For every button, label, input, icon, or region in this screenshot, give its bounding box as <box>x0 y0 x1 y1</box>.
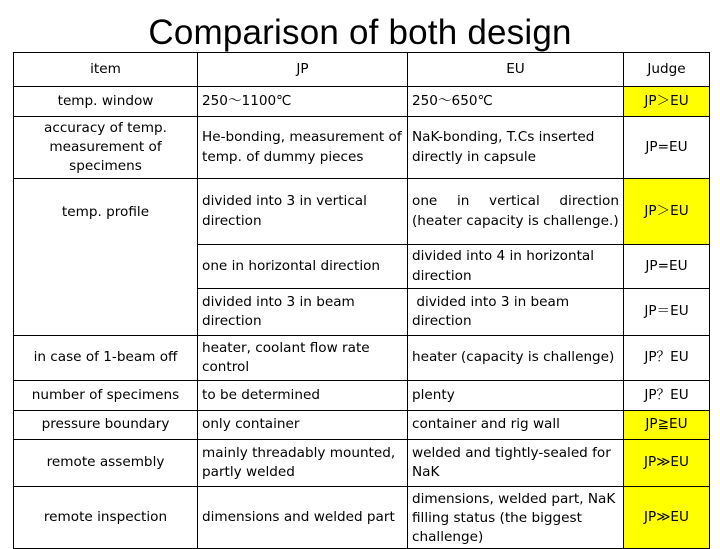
comparison-table <box>13 52 710 549</box>
row-judge: JP≫EU <box>624 440 710 487</box>
table-row <box>14 179 710 245</box>
row-eu: container and rig wall <box>408 411 624 440</box>
row-judge: JP=EU <box>624 245 710 289</box>
header-jp: JP <box>198 53 408 87</box>
table-row <box>14 487 710 549</box>
row-jp: only container <box>198 411 408 440</box>
row-judge: JP？EU <box>624 381 710 411</box>
row-jp: divided into 3 in beam direction <box>198 289 408 336</box>
table-row <box>14 411 710 440</box>
row-item: pressure boundary <box>14 411 198 440</box>
row-eu: divided into 3 in beam direction <box>408 289 624 336</box>
header-eu: EU <box>408 53 624 87</box>
row-eu: heater (capacity is challenge) <box>408 336 624 381</box>
row-eu: welded and tightly-sealed for NaK <box>408 440 624 487</box>
table-row <box>14 87 710 117</box>
row-item: in case of 1-beam off <box>14 336 198 381</box>
row-item: temp. window <box>14 87 198 117</box>
row-item: remote inspection <box>14 487 198 549</box>
row-item: number of specimens <box>14 381 198 411</box>
row-judge: JP＞EU <box>624 87 710 117</box>
table-header-row <box>14 53 710 87</box>
row-jp: 250～1100℃ <box>198 87 408 117</box>
row-jp: to be determined <box>198 381 408 411</box>
row-jp: divided into 3 in vertical direction <box>198 179 408 245</box>
table-row <box>14 117 710 179</box>
table-row <box>14 381 710 411</box>
row-item: accuracy of temp. measurement of specimens <box>14 117 198 179</box>
row-jp: He-bonding, measurement of temp. of dummy pieces <box>198 117 408 179</box>
row-judge: JP=EU <box>624 117 710 179</box>
row-eu: one in vertical direction (heater capacity is challenge.) <box>408 179 624 245</box>
row-eu: NaK-bonding, T.Cs inserted directly in capsule <box>408 117 624 179</box>
row-jp: mainly threadably mounted, partly welded <box>198 440 408 487</box>
row-jp: one in horizontal direction <box>198 245 408 289</box>
slide-title: Comparison of both design <box>148 13 572 52</box>
header-judge: Judge <box>624 53 710 87</box>
row-eu: plenty <box>408 381 624 411</box>
row-item: temp. profile <box>14 179 198 336</box>
row-eu: dimensions, welded part, NaK filling status (the biggest challenge) <box>408 487 624 549</box>
row-jp: dimensions and welded part <box>198 487 408 549</box>
row-judge: JP≧EU <box>624 411 710 440</box>
table-row <box>14 440 710 487</box>
row-judge: JP＝EU <box>624 289 710 336</box>
row-judge: JP≫EU <box>624 487 710 549</box>
table-row <box>14 336 710 381</box>
row-item: remote assembly <box>14 440 198 487</box>
row-eu: 250～650℃ <box>408 87 624 117</box>
header-item: item <box>14 53 198 87</box>
row-jp: heater, coolant flow rate control <box>198 336 408 381</box>
row-judge: JP？EU <box>624 336 710 381</box>
row-judge: JP＞EU <box>624 179 710 245</box>
row-eu: divided into 4 in horizontal direction <box>408 245 624 289</box>
